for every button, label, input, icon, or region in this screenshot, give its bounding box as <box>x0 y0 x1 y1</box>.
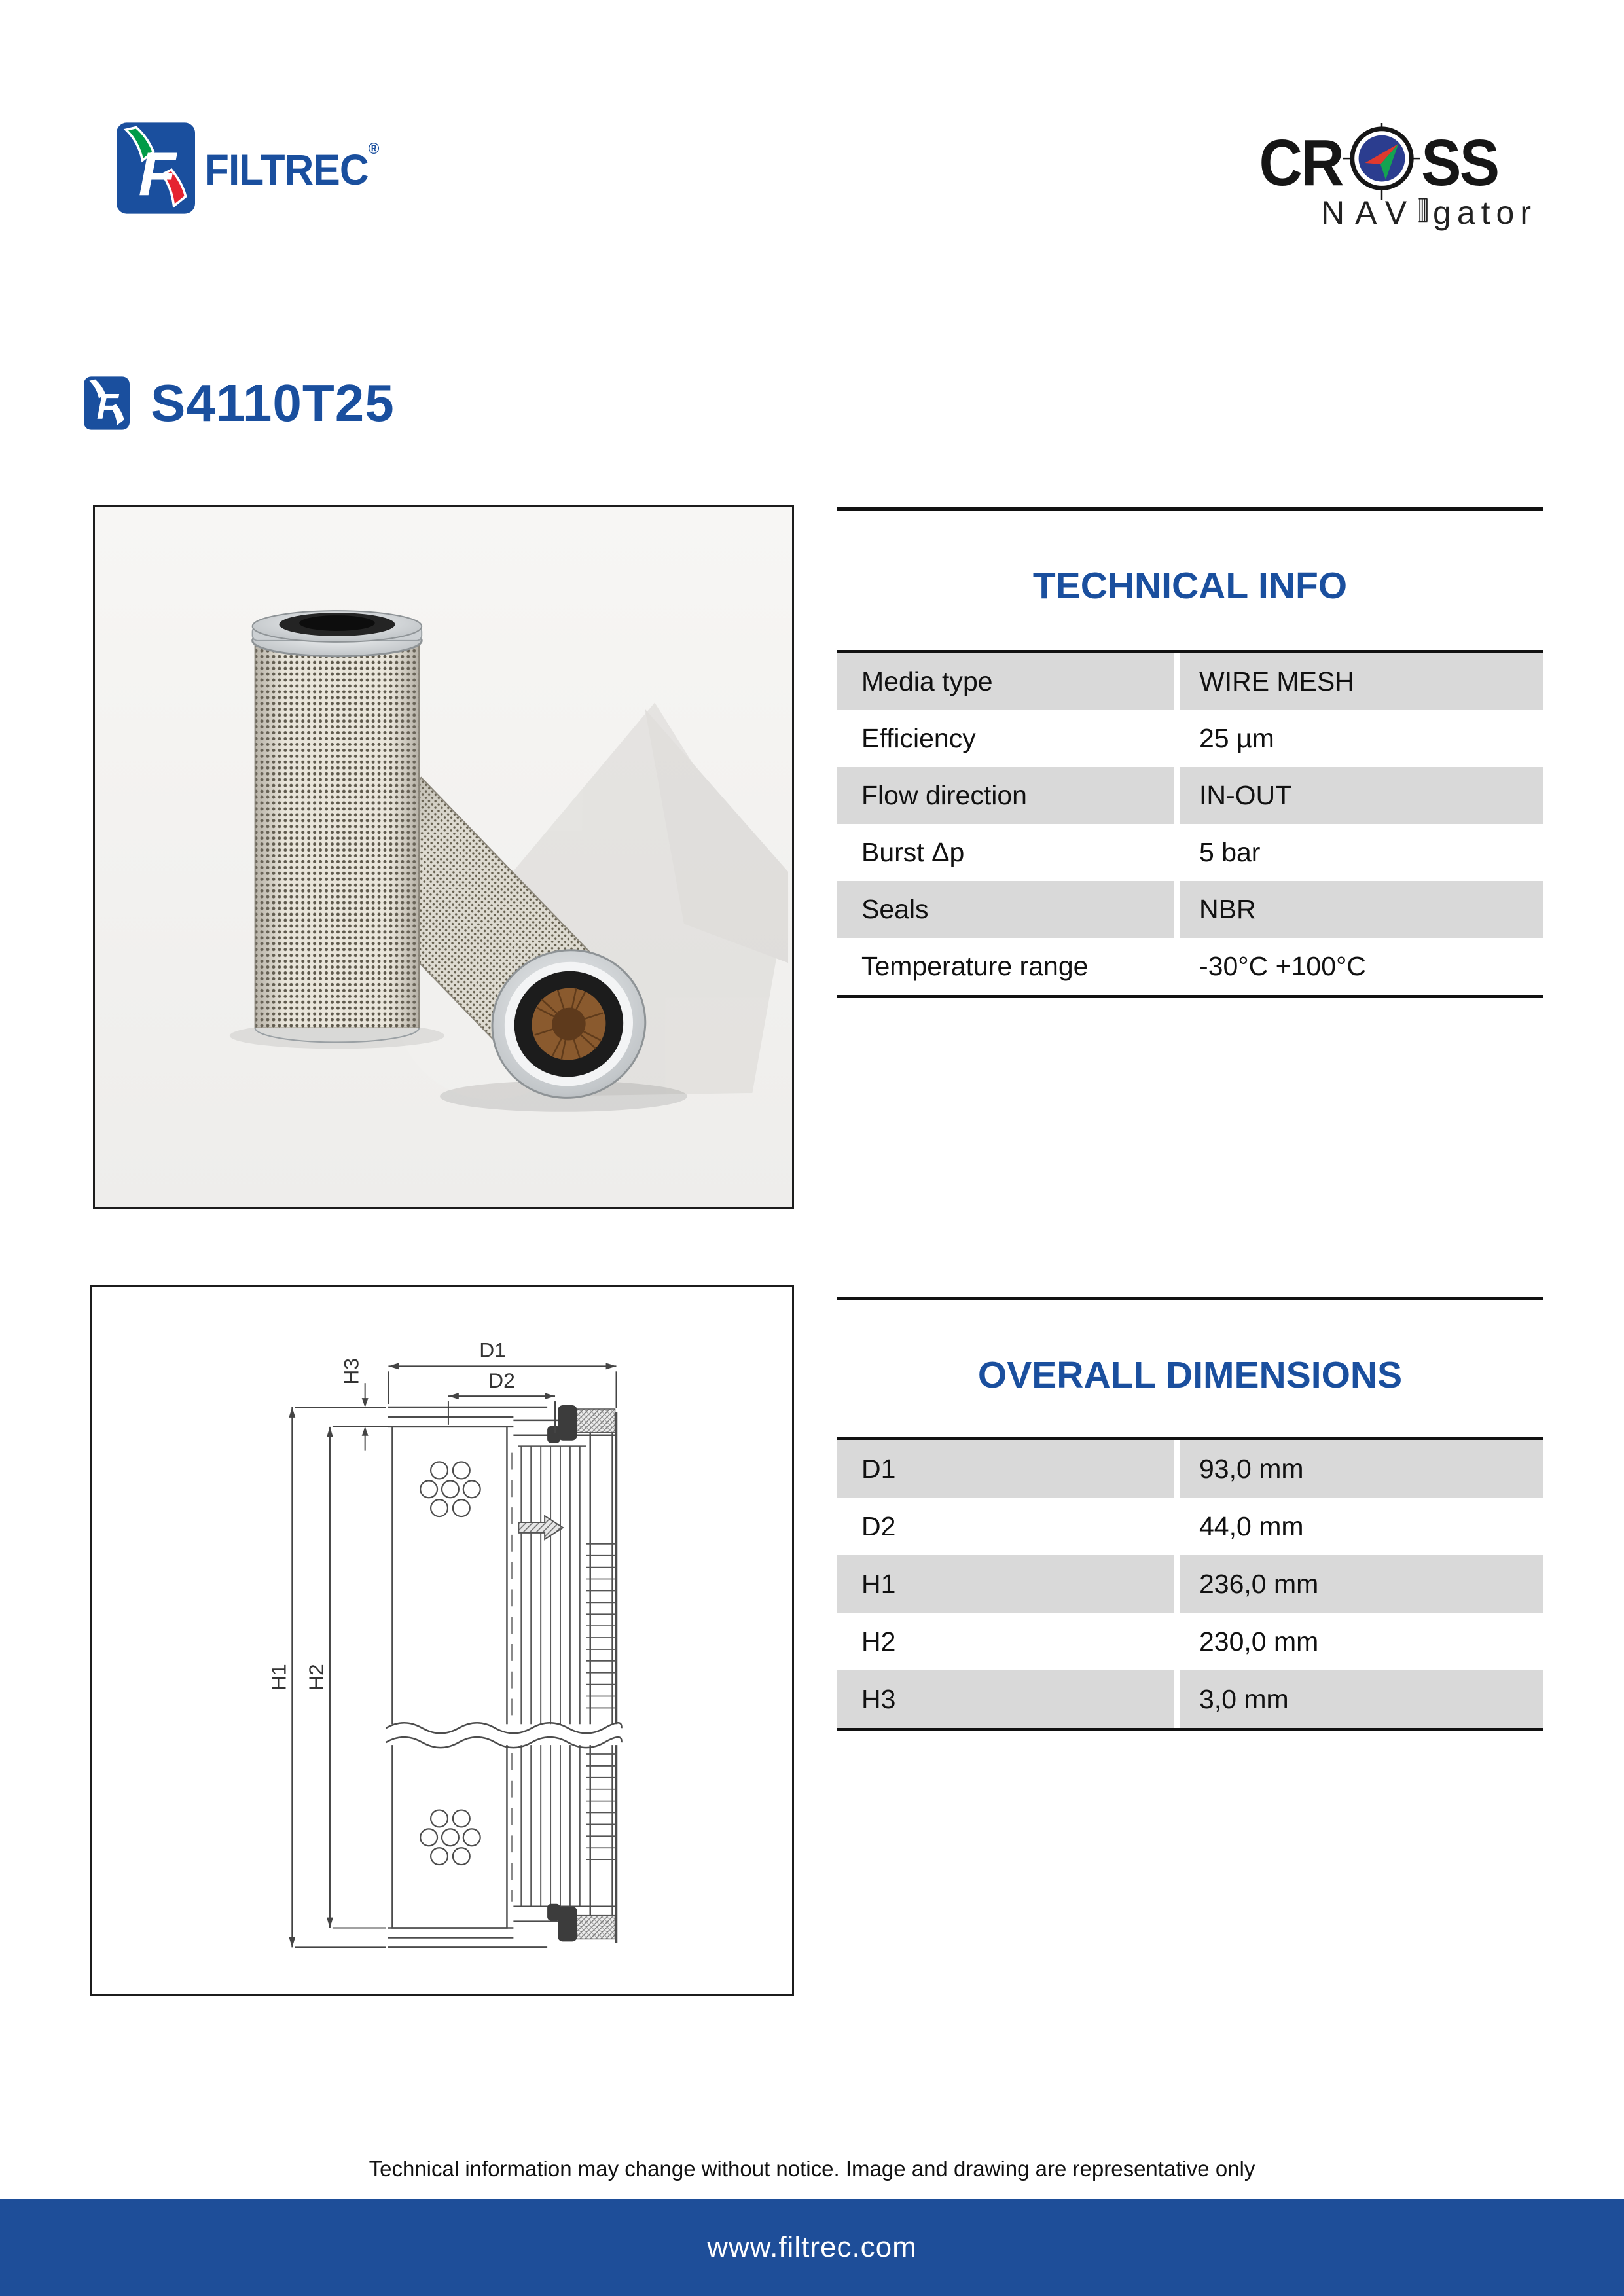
spec-label: D1 <box>837 1440 1174 1498</box>
gasket-seals <box>547 1405 577 1941</box>
table-row <box>837 767 1543 824</box>
spec-value: WIRE MESH <box>1180 653 1543 710</box>
spec-label: Media type <box>837 653 1174 710</box>
spec-value: 3,0 mm <box>1180 1670 1543 1728</box>
spec-label: H2 <box>837 1613 1174 1670</box>
dim-label-h2: H2 <box>304 1664 329 1691</box>
filtrec-logo <box>117 122 389 214</box>
spec-label: Temperature range <box>837 938 1174 995</box>
svg-text:F: F <box>138 139 176 208</box>
cross-wordmark: CR SS <box>1255 124 1537 202</box>
spec-value: 25 µm <box>1180 710 1543 767</box>
dim-label-d2: D2 <box>488 1369 515 1393</box>
overall-dimensions-title: OVERALL DIMENSIONS <box>977 1354 1403 1396</box>
section-divider <box>837 1297 1543 1300</box>
spec-label: Burst Δp <box>837 824 1174 881</box>
footer-bar <box>0 2199 1624 2296</box>
spec-value: IN-OUT <box>1180 767 1543 824</box>
table-row <box>837 653 1543 710</box>
page-title: S4110T25 <box>151 374 395 432</box>
table-row <box>837 881 1543 938</box>
filter-element-standing <box>253 611 422 1042</box>
filtrec-wordmark: FILTREC® <box>204 140 379 194</box>
filtrec-mark-icon <box>84 376 130 431</box>
spec-value: 230,0 mm <box>1180 1613 1543 1670</box>
spec-value: 236,0 mm <box>1180 1555 1543 1613</box>
spec-value: 93,0 mm <box>1180 1440 1543 1498</box>
dim-label-h3: H3 <box>339 1357 363 1385</box>
table-row <box>837 1670 1543 1728</box>
perforation-holes <box>420 1462 480 1865</box>
table-row <box>837 1613 1543 1670</box>
table-row <box>837 1440 1543 1498</box>
spec-value: -30°C +100°C <box>1180 938 1543 995</box>
compass-icon <box>1343 123 1420 200</box>
spec-value: NBR <box>1180 881 1543 938</box>
spec-label: H1 <box>837 1555 1174 1613</box>
dim-label-d1: D1 <box>479 1338 506 1362</box>
overall-dimensions-table <box>837 1437 1543 1731</box>
table-row <box>837 1498 1543 1555</box>
filtrec-logo-icon <box>117 122 195 214</box>
spec-label: Flow direction <box>837 767 1174 824</box>
product-code-block <box>84 373 395 433</box>
spec-label: D2 <box>837 1498 1174 1555</box>
technical-info-title: TECHNICAL INFO <box>1032 565 1348 607</box>
technical-drawing <box>90 1285 794 1996</box>
cross-navigator-logo <box>1255 124 1537 232</box>
product-photo <box>93 505 794 1209</box>
table-row <box>837 824 1543 881</box>
table-row <box>837 1555 1543 1613</box>
disclaimer-text: Technical information may change without notice. Image and drawing are representative only <box>369 2157 1255 2181</box>
spec-value: 5 bar <box>1180 824 1543 881</box>
spec-label: Efficiency <box>837 710 1174 767</box>
section-divider <box>837 507 1543 511</box>
dim-label-h1: H1 <box>266 1664 291 1691</box>
svg-text:F: F <box>96 386 118 427</box>
table-row <box>837 710 1543 767</box>
table-row <box>837 938 1543 995</box>
spec-value: 44,0 mm <box>1180 1498 1543 1555</box>
website-link[interactable]: www.filtrec.com <box>707 2231 917 2263</box>
spec-label: Seals <box>837 881 1174 938</box>
technical-info-table <box>837 650 1543 998</box>
navigator-wordmark: NAV gator <box>1321 190 1537 232</box>
registered-trademark: ® <box>368 140 379 158</box>
spec-label: H3 <box>837 1670 1174 1728</box>
